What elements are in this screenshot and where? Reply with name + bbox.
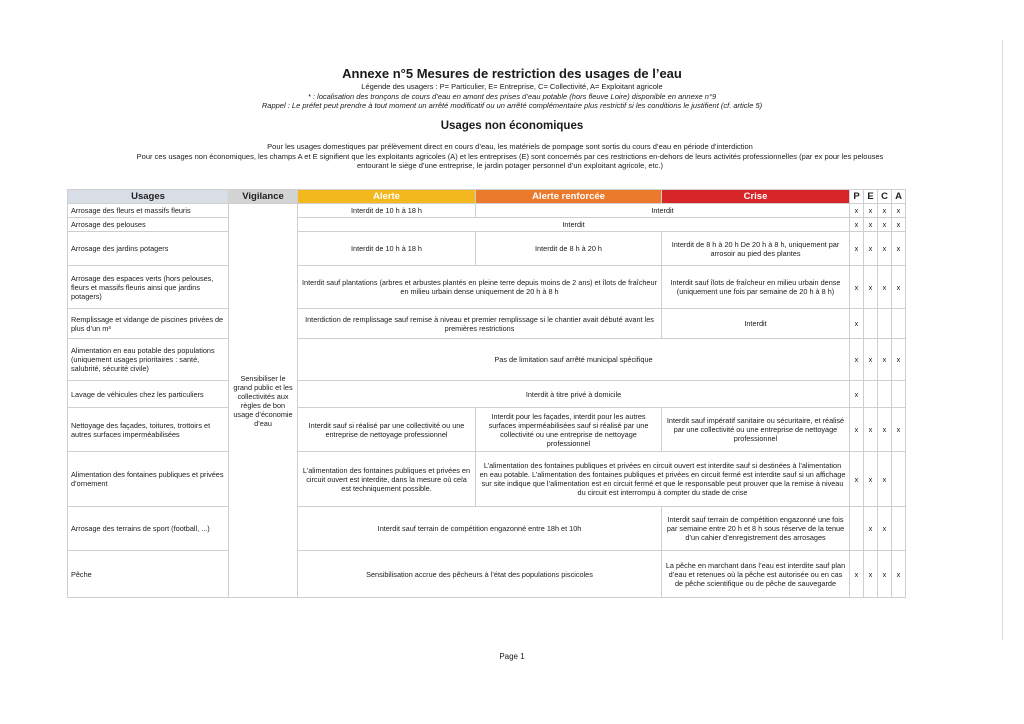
p-cell: x	[850, 551, 864, 598]
usage-cell: Arrosage des fleurs et massifs fleuris	[68, 204, 229, 218]
e-cell: x	[864, 204, 878, 218]
e-cell: x	[864, 408, 878, 452]
a-cell: x	[892, 266, 906, 309]
page-title: Annexe n°5 Mesures de restriction des usages de l’eau	[342, 66, 682, 81]
alerte-renforcee-cell: Sensibilisation accrue des pêcheurs à l’état des populations piscicoles	[298, 551, 662, 598]
c-cell	[878, 309, 892, 339]
a-cell: x	[892, 204, 906, 218]
a-cell	[892, 309, 906, 339]
c-cell: x	[878, 507, 892, 551]
legend-users: Légende des usagers : P= Particulier, E= Entreprise, C= Collectivité, A= Exploitant agricole	[361, 82, 663, 91]
alerte-cell: Interdit sauf si réalisé par une collectivité ou une entreprise de nettoyage professionnel	[298, 408, 476, 452]
renforcee-cell: Interdit de 8 h à 20 h	[476, 232, 662, 266]
usage-cell: Arrosage des pelouses	[68, 218, 229, 232]
a-cell: x	[892, 339, 906, 381]
table-row	[68, 266, 906, 309]
a-cell	[892, 452, 906, 507]
usage-cell: Lavage de véhicules chez les particuliers	[68, 381, 229, 408]
c-cell	[878, 381, 892, 408]
header-c: C	[878, 190, 892, 204]
p-cell: x	[850, 381, 864, 408]
alerte-cell: L’alimentation des fontaines publiques et privées en circuit ouvert est interdite, dans la mesure où cela est techniquement possible.	[298, 452, 476, 507]
e-cell: x	[864, 452, 878, 507]
crise-cell: Interdit sauf terrain de compétition engazonné une fois par semaine entre 20 h et 8 h sous réserve de la tenue d’un cahier d’enregistrement des arrosages	[662, 507, 850, 551]
usage-cell: Nettoyage des façades, toitures, trottoirs et autres surfaces imperméabilisées	[68, 408, 229, 452]
crise-cell: Interdit de 8 h à 20 h De 20 h à 8 h, uniquement par arrosoir au pied des plantes	[662, 232, 850, 266]
c-cell: x	[878, 551, 892, 598]
c-cell: x	[878, 408, 892, 452]
table-row	[68, 339, 906, 381]
intro-line-1: Pour les usages domestiques par prélèvement direct en cours d’eau, les matériels de pompage sont sortis du cours d’eau en période d’interdiction	[267, 142, 753, 151]
c-cell: x	[878, 266, 892, 309]
p-cell: x	[850, 204, 864, 218]
e-cell	[864, 309, 878, 339]
table-row	[68, 232, 906, 266]
c-cell: x	[878, 204, 892, 218]
usage-cell: Remplissage et vidange de piscines privées de plus d’un m³	[68, 309, 229, 339]
crise-cell: Interdit	[662, 309, 850, 339]
p-cell: x	[850, 218, 864, 232]
usage-cell: Arrosage des espaces verts (hors pelouses, fleurs et massifs fleuris ainsi que jardins potagers)	[68, 266, 229, 309]
p-cell: x	[850, 232, 864, 266]
table-row	[68, 309, 906, 339]
page-number: Page 1	[499, 652, 525, 661]
p-cell	[850, 507, 864, 551]
e-cell: x	[864, 507, 878, 551]
alerte-renforcee-cell: Interdit sauf plantations (arbres et arbustes plantés en pleine terre depuis moins de 2 ans) et îlots de fraîcheur en milieu urbain dense uniquement de 20 h à 8 h	[298, 266, 662, 309]
table-row	[68, 551, 906, 598]
intro-line-3: entourant le siège d’une entreprise, le jardin potager personnel d’un exploitant agricole, etc.)	[356, 161, 664, 170]
c-cell: x	[878, 452, 892, 507]
table-row	[68, 218, 906, 232]
alerte-cell: Interdit de 10 h à 18 h	[298, 204, 476, 218]
legend-note: * : localisation des tronçons de cours d’eau en amont des prises d’eau potable (hors fleuve Loire) disponible en annexe n°9	[307, 91, 717, 101]
table-row	[68, 507, 906, 551]
header-a: A	[892, 190, 906, 204]
header-crise: Crise	[662, 190, 850, 204]
intro-line-2: Pour ces usages non économiques, les champs A et E signifient que les exploitants agricoles (A) et les entreprises (E) sont concernés par ces restrictions en-dehors de leurs activités professionnelles (par ex pour les pelouses	[136, 151, 884, 161]
table-row	[68, 204, 906, 218]
p-cell: x	[850, 339, 864, 381]
header-alerte-renforcee: Alerte renforcée	[476, 190, 662, 204]
alerte-cell: Interdit de 10 h à 18 h	[298, 232, 476, 266]
all-levels-cell: Interdit à titre privé à domicile	[298, 381, 850, 408]
table-row	[68, 408, 906, 452]
renforcee-crise-cell: Interdit	[476, 204, 850, 218]
usage-cell: Alimentation en eau potable des populations (uniquement usages prioritaires : santé, salubrité, sécurité civile)	[68, 339, 229, 381]
table-row	[68, 452, 906, 507]
alerte-renforcee-cell: Interdiction de remplissage sauf remise à niveau et premier remplissage si le chantier avait débuté avant les premières restrictions	[298, 309, 662, 339]
header-vigilance: Vigilance	[229, 190, 298, 204]
a-cell: x	[892, 232, 906, 266]
usage-cell: Arrosage des terrains de sport (football, ...)	[68, 507, 229, 551]
p-cell: x	[850, 452, 864, 507]
a-cell	[892, 507, 906, 551]
renforcee-crise-cell: L’alimentation des fontaines publiques et privées en circuit ouvert est interdite sauf si destinées à l’alimentation en eau potable. L’alimentation des fontaines publiques et privées en circuit fermé est interdite sauf si un affichage sur site indique que l’alimentation est en circuit fermé et que le responsable peut prouver que la remise à niveau du circuit est interrompu à compter du stade de crise	[476, 452, 850, 507]
c-cell: x	[878, 218, 892, 232]
e-cell: x	[864, 232, 878, 266]
renforcee-cell: Interdit pour les façades, interdit pour les autres surfaces imperméabilisées sauf si réalisé par une collectivité ou une entreprise de nettoyage professionnel	[476, 408, 662, 452]
e-cell: x	[864, 218, 878, 232]
legend-rappel: Rappel : Le préfet peut prendre à tout moment un arrêté modificatif ou un arrêté complémentaire plus restrictif si les conditions le justifient (cf. article 5)	[261, 101, 763, 110]
p-cell: x	[850, 266, 864, 309]
crise-cell: Interdit sauf îlots de fraîcheur en milieu urbain dense (uniquement une fois par semaine de 20 h à 8 h)	[662, 266, 850, 309]
header-e: E	[864, 190, 878, 204]
crise-cell: Interdit sauf impératif sanitaire ou sécuritaire, et réalisé par une collectivité ou une entreprise de nettoyage professionnel	[662, 408, 850, 452]
header-alerte: Alerte	[298, 190, 476, 204]
legend-block	[0, 82, 1024, 111]
table-header-row	[68, 190, 906, 204]
alerte-renforcee-cell: Interdit sauf terrain de compétition engazonné entre 18h et 10h	[298, 507, 662, 551]
section-title: Usages non économiques	[440, 120, 584, 132]
a-cell: x	[892, 551, 906, 598]
c-cell: x	[878, 339, 892, 381]
e-cell: x	[864, 339, 878, 381]
e-cell: x	[864, 266, 878, 309]
a-cell: x	[892, 218, 906, 232]
crise-cell: La pêche en marchant dans l’eau est interdite sauf plan d’eau et retenues où la pêche est autorisée ou en cas de pêche scientifique ou de pêche de sauvegarde	[662, 551, 850, 598]
all-levels-cell: Pas de limitation sauf arrêté municipal spécifique	[298, 339, 850, 381]
p-cell: x	[850, 408, 864, 452]
a-cell	[892, 381, 906, 408]
vigilance-cell: Sensibiliser le grand public et les collectivités aux règles de bon usage d’économie d’eau	[229, 204, 298, 598]
all-levels-cell: Interdit	[298, 218, 850, 232]
header-usages: Usages	[68, 190, 229, 204]
usage-cell: Arrosage des jardins potagers	[68, 232, 229, 266]
c-cell: x	[878, 232, 892, 266]
a-cell: x	[892, 408, 906, 452]
p-cell: x	[850, 309, 864, 339]
table-row	[68, 381, 906, 408]
e-cell	[864, 381, 878, 408]
section-intro	[60, 142, 960, 171]
restrictions-table	[67, 189, 906, 598]
header-p: P	[850, 190, 864, 204]
usage-cell: Alimentation des fontaines publiques et privées d’ornement	[68, 452, 229, 507]
e-cell: x	[864, 551, 878, 598]
usage-cell: Pêche	[68, 551, 229, 598]
